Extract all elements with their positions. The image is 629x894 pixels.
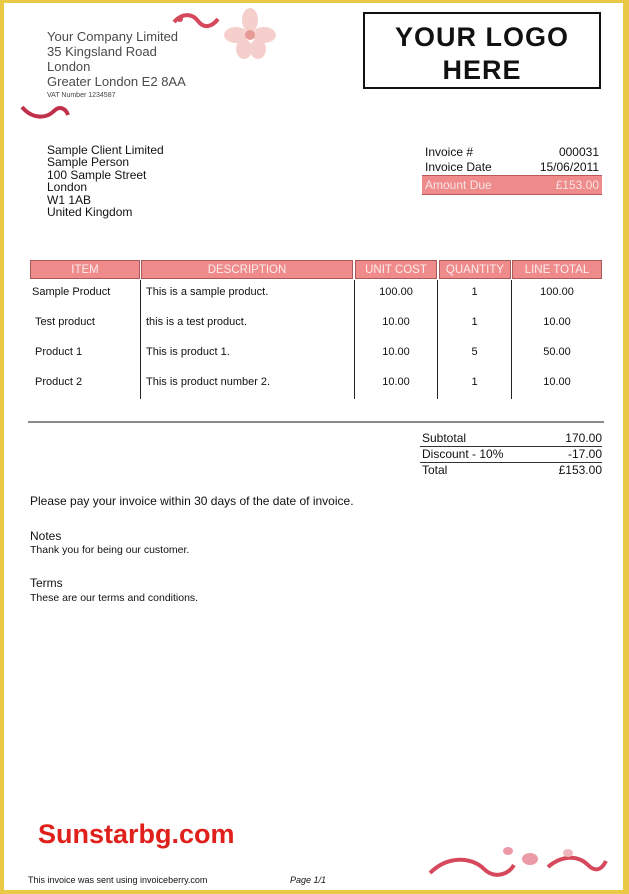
amount-due-value: £153.00 [555, 178, 599, 192]
row-unit-cost: 10.00 [382, 346, 410, 358]
row-description: This is product number 2. [146, 376, 271, 388]
column-header-line-total: LINE TOTAL [512, 260, 602, 279]
subtotal-label: Subtotal [422, 431, 467, 445]
client-line: Sample Client Limited [47, 143, 164, 157]
column-header-unit-cost: UNIT COST [355, 260, 437, 279]
discount-value: -17.00 [567, 447, 602, 461]
amount-due-label: Amount Due [425, 178, 492, 192]
terms-text: These are our terms and conditions. [30, 592, 199, 604]
discount-label: Discount - 10% [422, 447, 504, 461]
row-line-total: 10.00 [543, 316, 571, 328]
notes-text: Thank you for being our customer. [30, 544, 190, 556]
company-address-line1: 35 Kingsland Road [47, 44, 157, 59]
total-label: Total [422, 463, 448, 477]
client-line: W1 1AB [47, 192, 92, 207]
row-item: Test product [35, 316, 95, 328]
row-item: Product 1 [35, 346, 83, 358]
amount-due-row [422, 175, 602, 195]
company-address [47, 29, 186, 101]
company-address-line2: London [47, 59, 91, 74]
invoice-date-label: Invoice Date [425, 160, 492, 174]
logo-line1: YOUR LOGO [394, 22, 569, 52]
row-unit-cost: 10.00 [382, 376, 410, 388]
row-item: Sample Product [32, 286, 111, 298]
invoice-number-row [422, 144, 602, 160]
row-unit-cost: 100.00 [379, 286, 413, 298]
payment-terms-text: Please pay your invoice within 30 days of the date of invoice. [30, 494, 354, 508]
row-quantity: 1 [471, 376, 478, 388]
row-line-total: 50.00 [543, 346, 571, 358]
footer-sent-using: This invoice was sent using invoiceberry.com [28, 875, 208, 885]
client-line: United Kingdom [47, 205, 133, 220]
column-header-description: DESCRIPTION [141, 260, 353, 279]
company-name: Your Company Limited [47, 29, 179, 44]
row-quantity: 5 [471, 346, 478, 358]
client-line: London [47, 180, 88, 195]
terms-heading: Terms [30, 576, 63, 590]
row-description: this is a test product. [146, 316, 247, 328]
column-header-quantity: QUANTITY [439, 260, 511, 279]
notes-heading: Notes [30, 529, 62, 543]
subtotal-value: 170.00 [565, 431, 602, 445]
client-address [47, 144, 164, 218]
invoice-page [4, 3, 623, 890]
column-divider [140, 280, 141, 399]
row-line-total: 10.00 [543, 376, 571, 388]
flower-icon [222, 7, 278, 59]
invoice-date-value: 15/06/2011 [539, 160, 599, 174]
column-header-item: ITEM [30, 260, 140, 279]
logo-placeholder [363, 12, 601, 89]
invoice-number-label: Invoice # [425, 145, 474, 159]
row-description: This is product 1. [146, 346, 230, 358]
row-unit-cost: 10.00 [382, 316, 410, 328]
logo-line2: HERE [442, 55, 522, 85]
row-line-total: 100.00 [540, 286, 574, 298]
client-line: Sample Person [47, 155, 130, 170]
watermark-text: Sunstarbg.com [38, 819, 235, 849]
total-value: £153.00 [558, 463, 602, 477]
totals-divider [28, 421, 604, 423]
row-quantity: 1 [471, 316, 478, 328]
client-line: 100 Sample Street [47, 167, 147, 182]
vat-number: VAT Number 1234587 [47, 92, 116, 99]
invoice-date-row [422, 159, 602, 175]
footer-page-number: Page 1/1 [290, 875, 327, 885]
flourish-bottom-icon [428, 845, 608, 885]
company-address-line3: Greater London E2 8AA [47, 74, 186, 89]
row-item: Product 2 [35, 376, 83, 388]
row-description: This is a sample product. [146, 286, 269, 298]
invoice-number-value: 000031 [558, 145, 599, 159]
row-quantity: 1 [471, 286, 478, 298]
flourish-left-icon [20, 101, 70, 123]
